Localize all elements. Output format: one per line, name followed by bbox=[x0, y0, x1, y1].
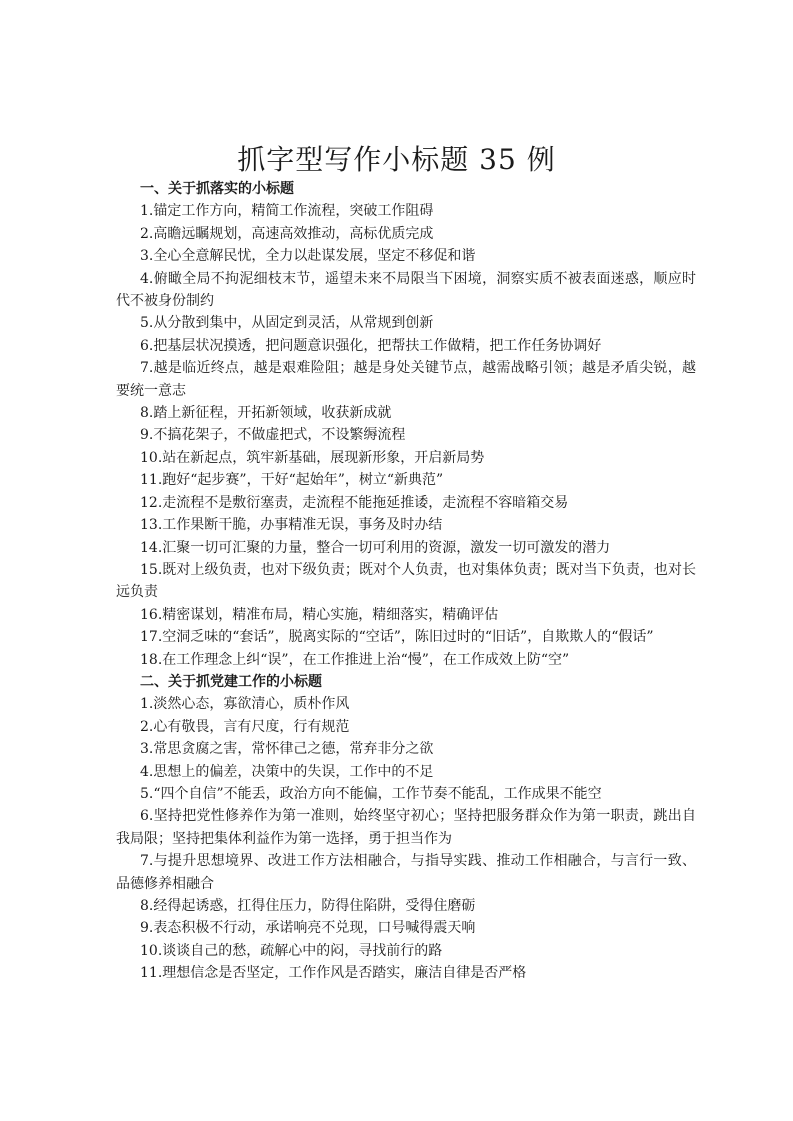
list-item: 2.高瞻远瞩规划，高速高效推动，高标优质完成 bbox=[140, 225, 434, 242]
list-item: 9.表态积极不行动，承诺响亮不兑现，口号喊得震天响 bbox=[140, 920, 476, 937]
list-item: 6.把基层状况摸透，把问题意识强化，把帮扶工作做精，把工作任务协调好 bbox=[140, 337, 602, 354]
list-item: 11.跑好“起步赛”，干好“起始年”，树立“新典范” bbox=[140, 472, 444, 489]
list-item: 11.理想信念是否坚定，工作作风是否踏实，廉洁自律是否严格 bbox=[140, 965, 527, 982]
list-item: 3.常思贪腐之害，常怀律己之德，常弃非分之欲 bbox=[140, 741, 434, 758]
list-item: 9.不搞花架子，不做虚把式，不设繁缛流程 bbox=[140, 427, 406, 444]
section-heading: 一、关于抓落实的小标题 bbox=[140, 181, 294, 197]
list-item: 1.锚定工作方向，精简工作流程，突破工作阻碍 bbox=[140, 203, 434, 220]
document-body bbox=[116, 178, 696, 985]
list-item: 12.走流程不是敷衍塞责，走流程不能拖延推诿，走流程不容暗箱交易 bbox=[140, 494, 569, 511]
list-item: 1.淡然心态，寡欲清心，质朴作风 bbox=[140, 696, 350, 713]
list-item: 4.思想上的偏差，决策中的失误，工作中的不足 bbox=[140, 763, 434, 780]
list-item: 8.踏上新征程，开拓新领域，收获新成就 bbox=[140, 405, 392, 422]
list-item: 3.全心全意解民忧，全力以赴谋发展，坚定不移促和谐 bbox=[140, 248, 476, 265]
list-item: 5.“四个自信”不能丢，政治方向不能偏，工作节奏不能乱，工作成果不能空 bbox=[140, 785, 602, 802]
list-item: 16.精密谋划，精准布局，精心实施，精细落实，精确评估 bbox=[140, 606, 499, 623]
list-item: 7.越是临近终点，越是艰难险阻；越是身处关键节点，越需战略引领；越是矛盾尖锐，越要统一意志 bbox=[116, 360, 696, 399]
list-item: 7.与提升思想境界、改进工作方法相融合，与指导实践、推动工作相融合，与言行一致、品德修养相融合 bbox=[116, 853, 696, 892]
section-heading: 二、关于抓党建工作的小标题 bbox=[140, 673, 322, 690]
list-item: 2.心有敬畏，言有尺度，行有规范 bbox=[140, 718, 350, 735]
list-item: 10.谈谈自己的愁，疏解心中的闷，寻找前行的路 bbox=[140, 942, 443, 959]
list-item: 15.既对上级负责，也对下级负责；既对个人负责，也对集体负责；既对当下负责，也对长远负责 bbox=[116, 561, 696, 601]
document-title: 抓字型写作小标题 35 例 bbox=[237, 143, 556, 176]
list-item: 10.站在新起点，筑牢新基础，展现新形象，开启新局势 bbox=[140, 449, 485, 466]
list-item: 5.从分散到集中，从固定到灵活，从常规到创新 bbox=[140, 315, 434, 332]
list-item: 17.空洞乏味的“套话”，脱离实际的“空话”，陈旧过时的“旧话”，自欺欺人的“假话” bbox=[140, 629, 654, 646]
list-item: 14.汇聚一切可汇聚的力量，整合一切可利用的资源，激发一切可激发的潜力 bbox=[140, 539, 611, 556]
list-item: 8.经得起诱惑，扛得住压力，防得住陷阱，受得住磨砺 bbox=[140, 898, 476, 914]
list-item: 4.俯瞰全局不拘泥细枝末节，遥望未来不局限当下困境，洞察实质不被表面迷惑，顺应时代不被身份制约 bbox=[116, 270, 696, 310]
list-item: 13.工作果断干脆，办事精准无误，事务及时办结 bbox=[140, 517, 443, 534]
list-item: 6.坚持把党性修养作为第一准则，始终坚守初心；坚持把服务群众作为第一职责，跳出自我局限；坚持把集体利益作为第一选择，勇于担当作为 bbox=[116, 808, 696, 847]
list-item: 18.在工作理念上纠“误”，在工作推进上治“慢”，在工作成效上防“空” bbox=[140, 651, 570, 668]
